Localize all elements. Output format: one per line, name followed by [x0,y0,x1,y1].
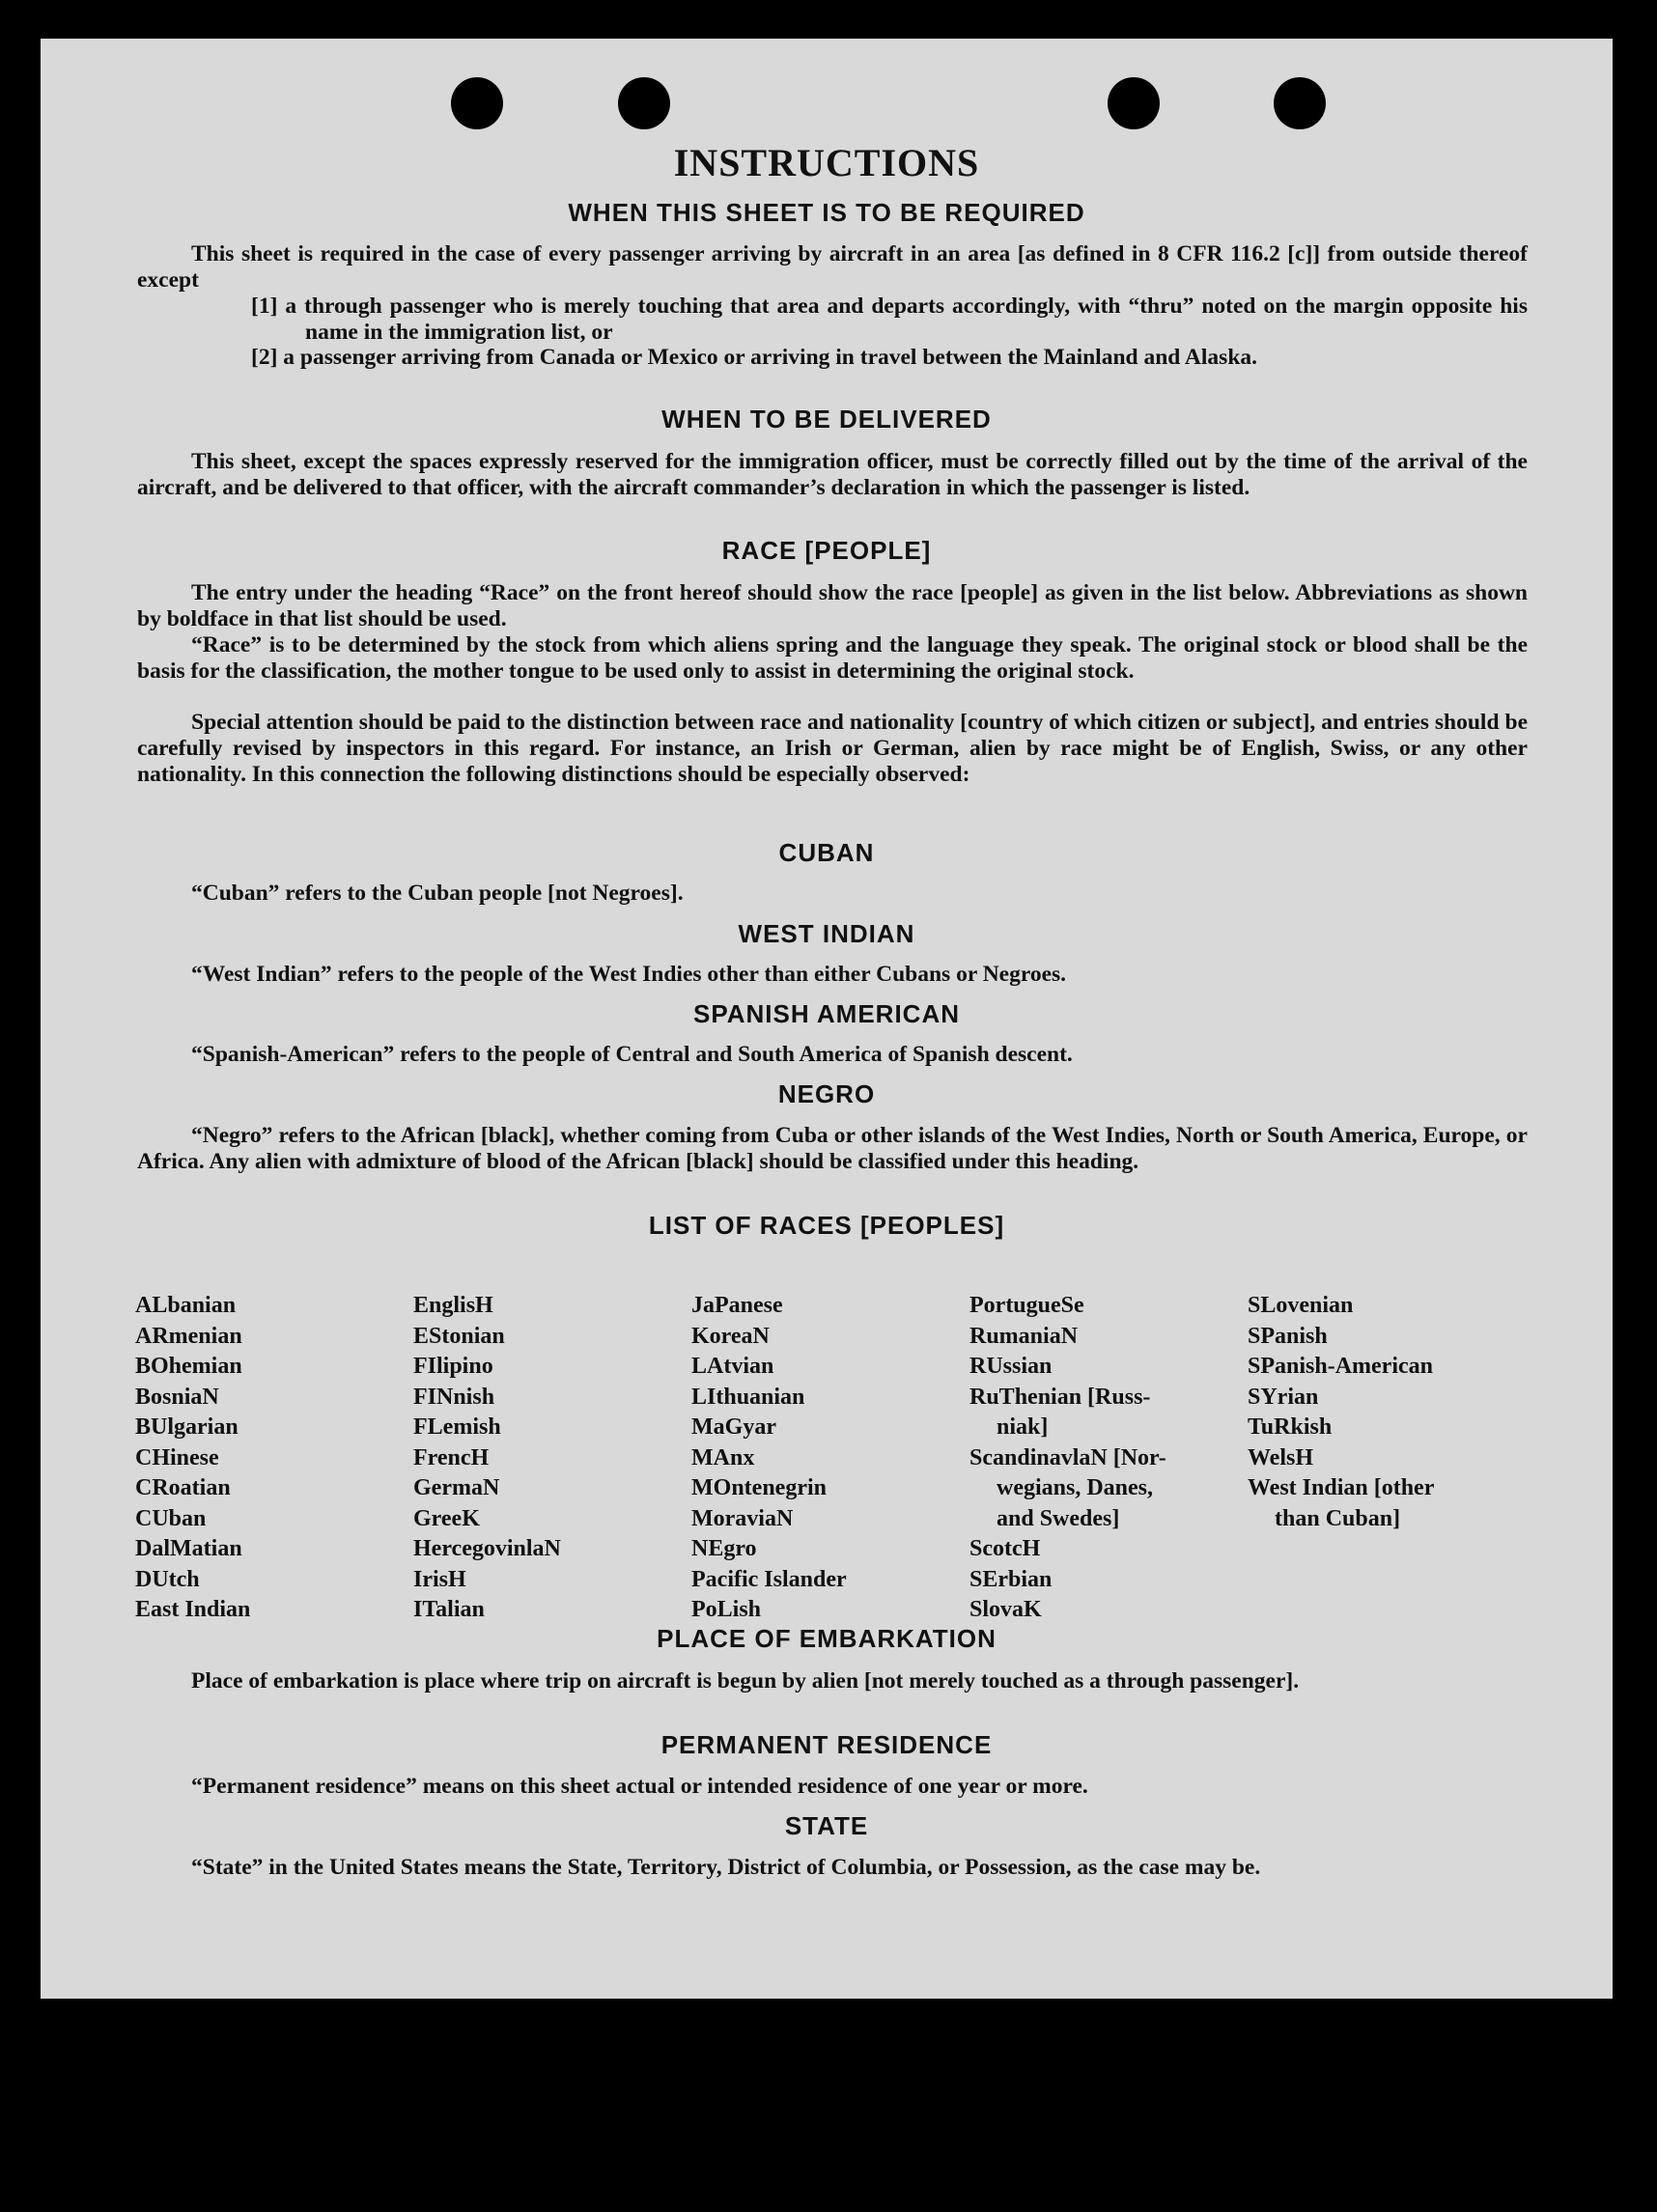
race-item: niak] [997,1414,1049,1440]
heading-spanish-american: SPANISH AMERICAN [692,999,960,1028]
heading-state: STATE [784,1811,869,1840]
race-item: ALbanian [135,1293,237,1318]
race-item: RuThenian [Russ- [969,1384,1151,1410]
race-item: and Swedes] [997,1505,1120,1531]
punch-hole [1108,77,1160,129]
race-item: GreeK [413,1505,480,1531]
race-item: MAnx [691,1444,755,1470]
race-item: KoreaN [691,1323,770,1349]
race-item: LAtvian [691,1354,774,1379]
race-column-5 [1248,1291,1526,1626]
race-item: SErbian [969,1566,1053,1592]
heading-cuban: CUBAN [778,838,875,867]
residence-text: “Permanent residence” means on this sheet actual or intended residence of one year or more. [191,1774,1088,1799]
race-item: LIthuanian [691,1384,805,1410]
race-item: HercegovinlaN [413,1536,561,1561]
race-item: RumaniaN [969,1323,1079,1349]
race-item: SlovaK [969,1597,1042,1622]
race-paragraph-3: Special attention should be paid to the distinction between race and nationality [country of which citizen or subject], and entries should be carefully revised by inspectors in this regard. For instance, an Irish or German, alien by race might be of English, Swiss, or any other nationality. In this connection the following distinctions should be especially observed: [137,710,1528,787]
heading-when-required: WHEN THIS SHEET IS TO BE REQUIRED [568,198,1085,227]
punch-hole [618,77,670,129]
race-item: SPanish [1248,1323,1328,1349]
punch-hole [1274,77,1326,129]
state-text: “State” in the United States means the State, Territory, District of Columbia, or Possession, as the case may be. [191,1855,1261,1880]
race-column-3 [691,1291,969,1626]
race-item: DUtch [135,1566,200,1592]
race-item: PortugueSe [969,1293,1084,1318]
race-item: JaPanese [691,1293,783,1318]
race-item: EStonian [413,1323,505,1349]
race-item: IrisH [413,1566,466,1592]
race-item: SLovenian [1248,1293,1354,1318]
race-item: GermaN [413,1475,500,1500]
race-item: SYrian [1248,1384,1319,1410]
race-item: FrencH [413,1444,490,1470]
race-item: ScotcH [969,1536,1041,1561]
heading-place-of-embarkation: PLACE OF EMBARKATION [657,1624,997,1653]
race-list [135,1291,1545,1626]
race-item: FIlipino [413,1354,493,1379]
heading-list-of-races: LIST OF RACES [PEOPLES] [648,1211,1005,1240]
heading-race: RACE [PEOPLE] [721,536,932,565]
race-item: BUlgarian [135,1414,239,1440]
page-title: INSTRUCTIONS [673,141,980,184]
race-item: PoLish [691,1597,762,1622]
race-item: ARmenian [135,1323,242,1349]
heading-permanent-residence: PERMANENT RESIDENCE [660,1730,993,1759]
spanish-american-text: “Spanish-American” refers to the people of Central and South America of Spanish descent. [191,1042,1073,1067]
race-item: CUban [135,1505,207,1531]
race-item: Pacific Islander [691,1566,847,1592]
race-paragraph-1: The entry under the heading “Race” on the front hereof should show the race [people] as given in the list below. Abbreviations as shown by boldface in that list should be used. [137,580,1528,631]
delivered-text: This sheet, except the spaces expressly reserved for the immigration officer, must be correctly filled out by the time of the arrival of the aircraft, and be delivered to that officer, with the aircraft commander’s declaration in which the passenger is listed. [137,449,1528,500]
race-item: ScandinavlaN [Nor- [969,1444,1166,1470]
race-item: MaGyar [691,1414,776,1440]
race-column-2 [413,1291,691,1626]
race-item: RUssian [969,1354,1053,1379]
race-item: than Cuban] [1275,1505,1401,1531]
race-item: MOntenegrin [691,1475,827,1500]
race-column-4 [969,1291,1248,1626]
required-intro: This sheet is required in the case of every passenger arriving by aircraft in an area [as defined in 8 CFR 116.2 [c]] from outside thereof except [137,241,1528,293]
race-item: West Indian [other [1248,1475,1435,1500]
heading-when-delivered: WHEN TO BE DELIVERED [661,405,992,434]
race-paragraph-2: “Race” is to be determined by the stock from which aliens spring and the language they speak. The original stock or blood shall be the basis for the classification, the mother tongue to be used only to assist in determining the original stock. [137,632,1528,684]
embarkation-text: Place of embarkation is place where trip on aircraft is begun by alien [not merely touched as a through passenger]. [191,1668,1300,1694]
race-item: MoraviaN [691,1505,794,1531]
race-item: WelsH [1248,1444,1314,1470]
required-item-1: [1] a through passenger who is merely touching that area and departs accordingly, with “thru” noted on the margin opposite his name in the immigration list, or [251,294,1528,345]
race-column-1 [135,1291,413,1626]
race-item: NEgro [691,1536,757,1561]
race-item: TuRkish [1248,1414,1333,1440]
race-item: FINnish [413,1384,495,1410]
race-item: EnglisH [413,1293,493,1318]
race-item: DalMatian [135,1536,242,1561]
race-item: BosniaN [135,1384,219,1410]
race-item: CRoatian [135,1475,231,1500]
negro-text: “Negro” refers to the African [black], whether coming from Cuba or other islands of the West Indies, North or South America, Europe, or Africa. Any alien with admixture of blood of the African [black] should be classified under this heading. [137,1123,1528,1174]
race-item: FLemish [413,1414,501,1440]
cuban-text: “Cuban” refers to the Cuban people [not Negroes]. [191,881,684,906]
west-indian-text: “West Indian” refers to the people of the West Indies other than either Cubans or Negroes. [191,962,1067,987]
race-item: ITalian [413,1597,485,1622]
race-item: BOhemian [135,1354,242,1379]
heading-negro: NEGRO [777,1079,876,1108]
race-item: SPanish-American [1248,1354,1433,1379]
race-item: CHinese [135,1444,219,1470]
document-page [41,39,1613,1999]
punch-hole [451,77,503,129]
required-item-2: [2] a passenger arriving from Canada or Mexico or arriving in travel between the Mainland and Alaska. [251,345,1258,370]
heading-west-indian: WEST INDIAN [738,919,915,948]
race-item: wegians, Danes, [997,1475,1154,1500]
race-item: East Indian [135,1597,251,1622]
